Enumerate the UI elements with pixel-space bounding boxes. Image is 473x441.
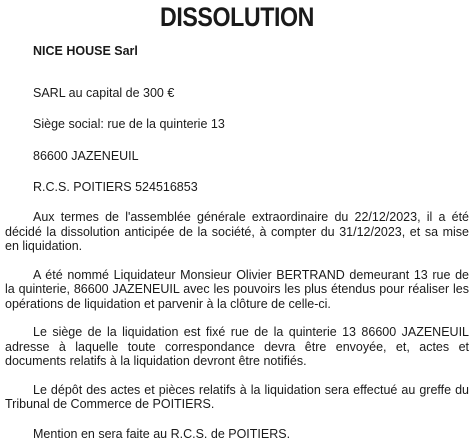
postal-city: 86600 JAZENEUIL: [33, 149, 469, 164]
paragraph-mention: Mention en sera faite au R.C.S. de POITIERS.: [5, 427, 469, 441]
registered-office: Siège social: rue de la quinterie 13: [33, 117, 469, 132]
paragraph-liquidator: A été nommé Liquidateur Monsieur Olivier BERTRAND demeurant 13 rue de la quinterie, 86600 JAZENEUIL avec les pouvoirs les plus étendus pour réaliser les opérations de liquidation et parvenir à la clôture de celle-ci.: [5, 268, 469, 312]
share-capital: SARL au capital de 300 €: [33, 86, 469, 101]
paragraph-dissolution: Aux termes de l'assemblée générale extraordinaire du 22/12/2023, il a été décidé la dissolution anticipée de la société, à compter du 31/12/2023, et sa mise en liquidation.: [5, 210, 469, 254]
paragraph-liquidation-seat: Le siège de la liquidation est fixé rue de la quinterie 13 86600 JAZENEUIL adresse à laquelle toute correspondance devra être envoyée, et, actes et documents relatifs à la liquidation devront être notifiés.: [5, 325, 469, 369]
company-name: NICE HOUSE Sarl: [33, 44, 469, 59]
notice-title: DISSOLUTION: [37, 2, 436, 32]
rcs-number: R.C.S. POITIERS 524516853: [33, 180, 469, 195]
paragraph-filing: Le dépôt des actes et pièces relatifs à la liquidation sera effectué au greffe du Tribunal de Commerce de POITIERS.: [5, 383, 469, 412]
